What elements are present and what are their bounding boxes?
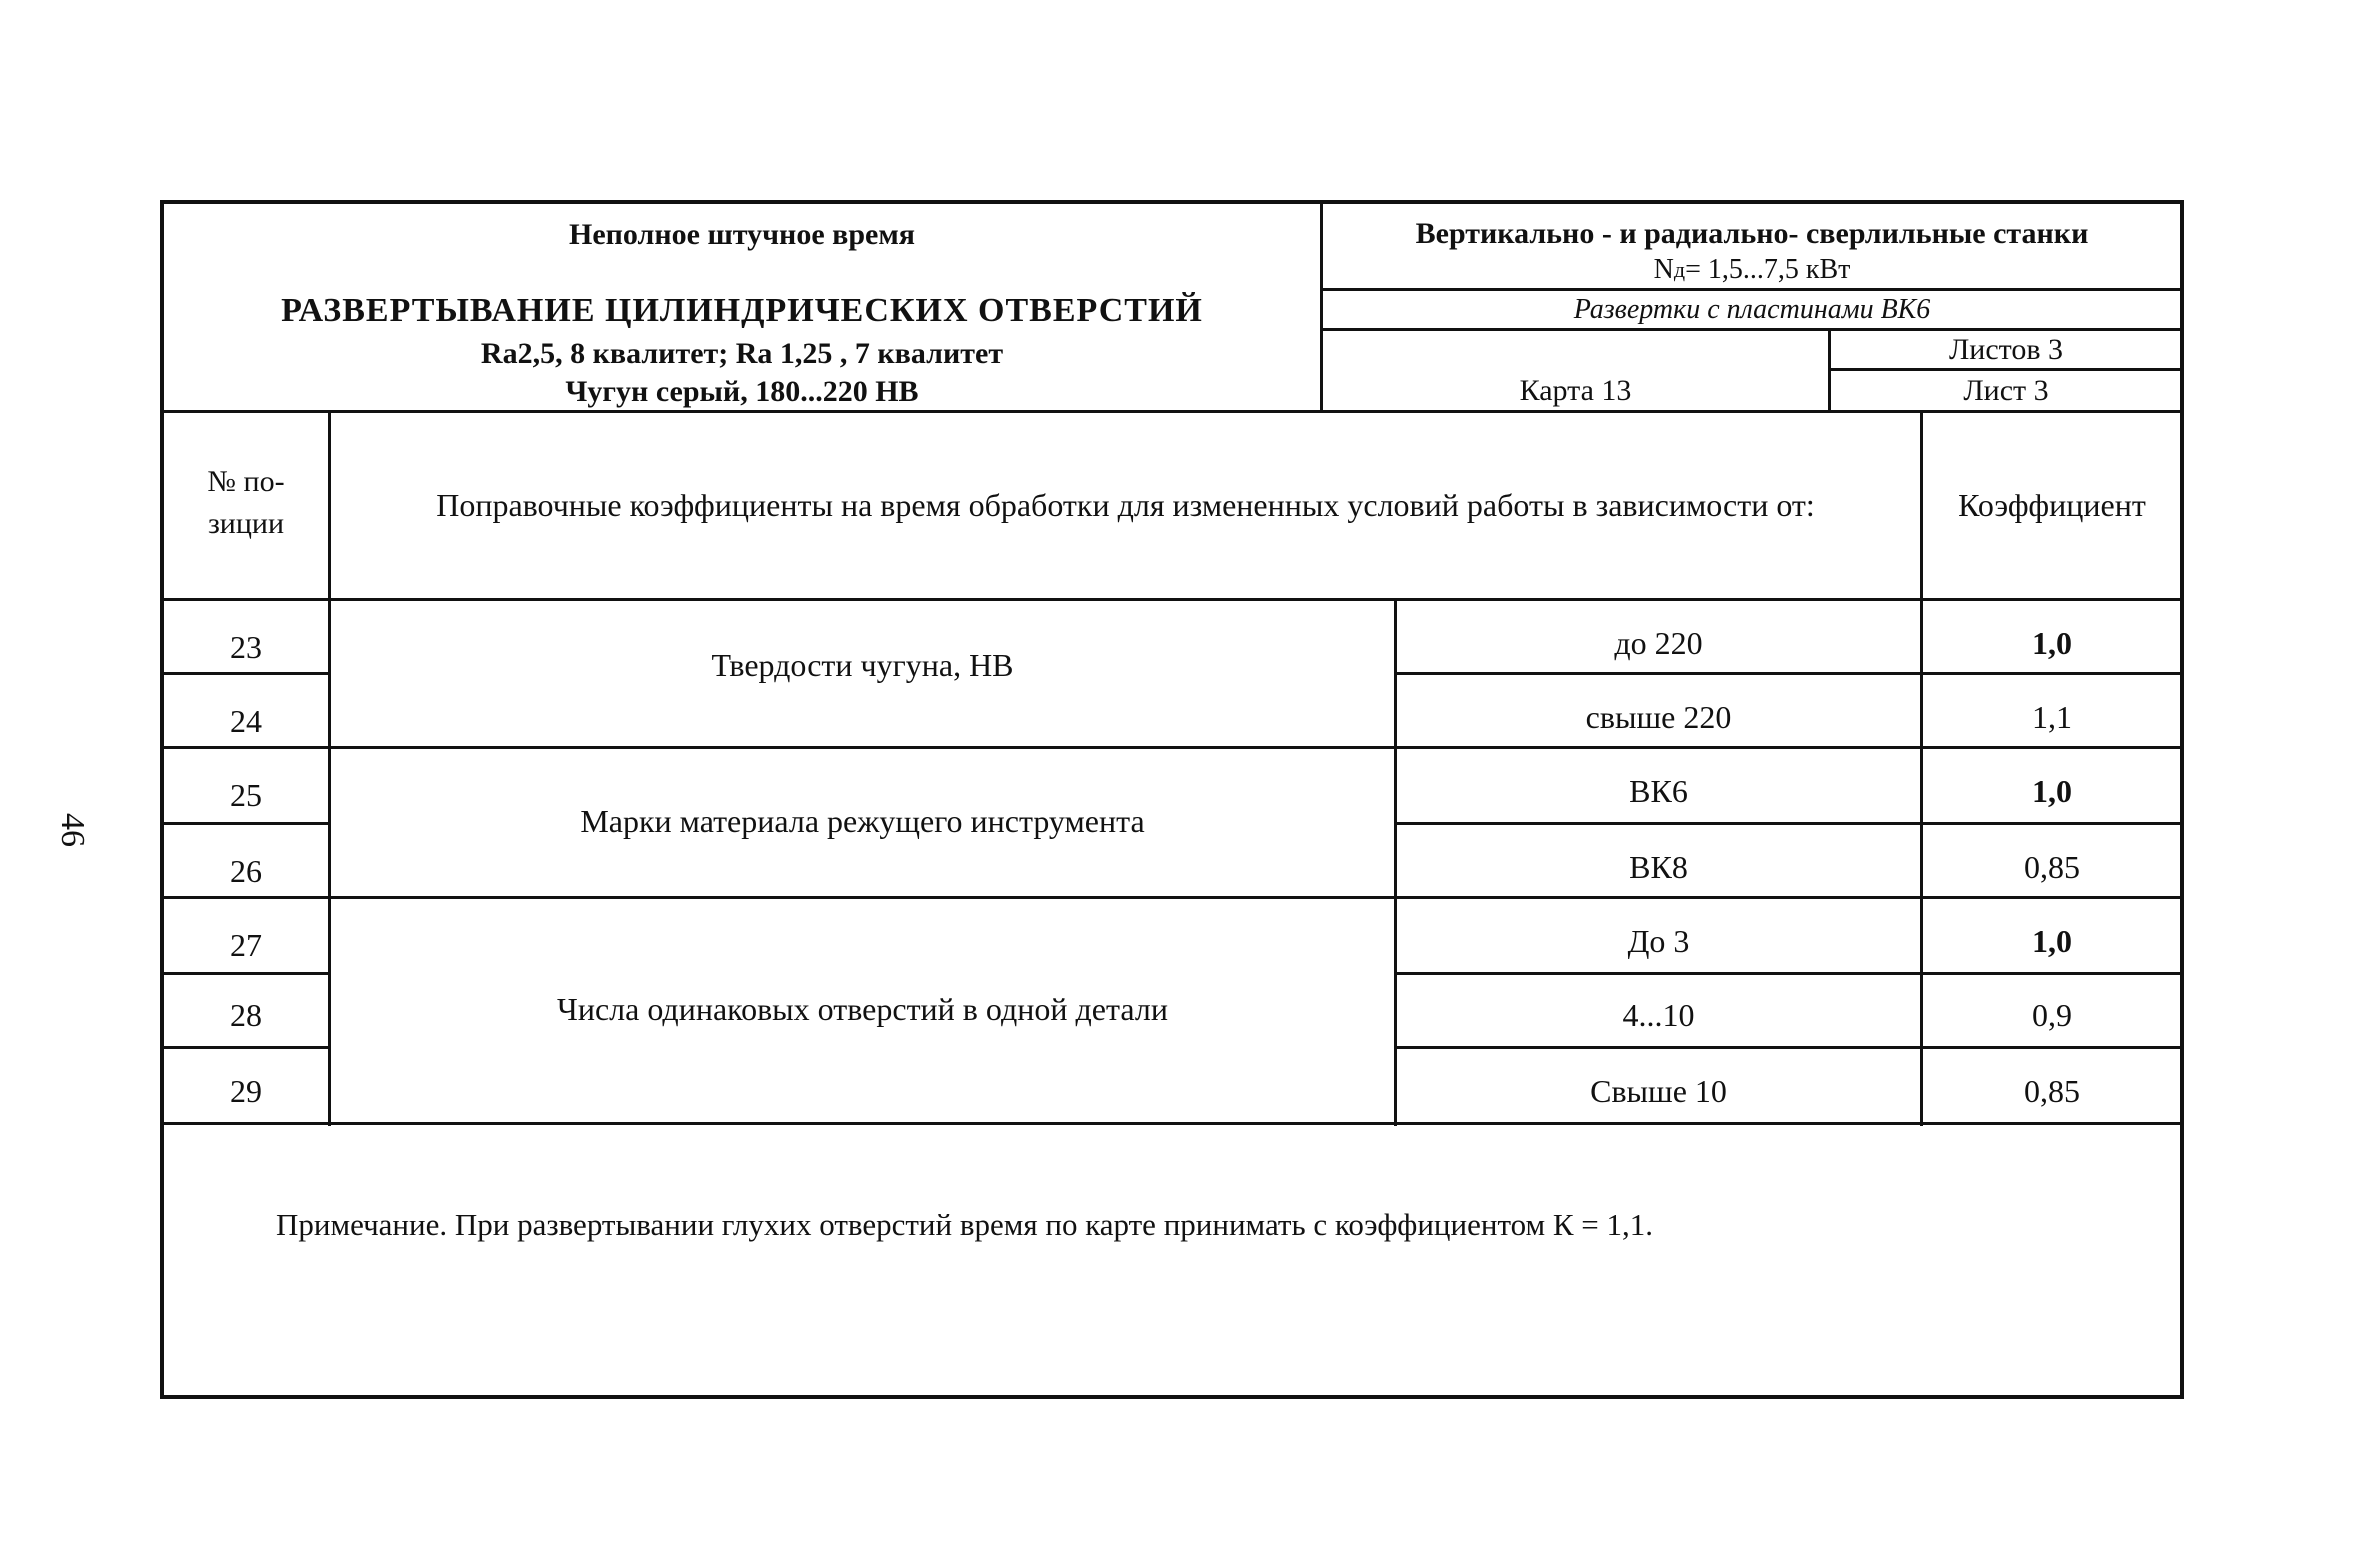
row-pos: 26 <box>230 852 262 889</box>
group-label-hardness: Твердости чугуна, НВ <box>711 646 1014 683</box>
row-pos: 28 <box>230 996 262 1033</box>
rule <box>160 1122 2184 1125</box>
header-power <box>1323 252 2181 288</box>
row-condition: ВК6 <box>1629 772 1688 809</box>
rule <box>160 746 2184 749</box>
header-card: Карта 13 <box>1519 374 1632 407</box>
row-pos: 27 <box>230 926 262 963</box>
row-coefficient: 0,9 <box>2032 996 2072 1033</box>
row-coefficient: 1,0 <box>2032 772 2072 809</box>
header-line3: Чугун серый, 180...220 НВ <box>565 375 919 408</box>
row-pos: 25 <box>230 776 262 813</box>
group-label-hole-count: Числа одинаковых отверстий в одной детали <box>557 990 1168 1027</box>
row-coefficient: 1,0 <box>2032 624 2072 661</box>
power-prefix: N <box>1653 254 1674 285</box>
rule <box>160 896 2184 899</box>
row-condition: до 220 <box>1614 624 1703 661</box>
row-condition: Свыше 10 <box>1590 1072 1727 1109</box>
row-condition: свыше 220 <box>1585 698 1732 735</box>
row-coefficient: 1,1 <box>2032 698 2072 735</box>
rule <box>160 972 330 975</box>
header-line2: Ra2,5, 8 квалитет; Ra 1,25 , 7 квалитет <box>480 337 1004 370</box>
col-pos-header-line2: зиции <box>207 507 285 540</box>
row-pos: 29 <box>230 1072 262 1109</box>
col-desc-header: Поправочные коэффициенты на время обработки для измененных условий работы в зависимости от: <box>436 486 1815 523</box>
rule <box>160 1046 330 1049</box>
rule <box>1394 822 2184 825</box>
row-condition: ВК8 <box>1629 848 1688 885</box>
rule <box>1394 972 2184 975</box>
row-coefficient: 1,0 <box>2032 922 2072 959</box>
header-title: РАЗВЕРТЫВАНИЕ ЦИЛИНДРИЧЕСКИХ ОТВЕРСТИЙ <box>281 292 1203 329</box>
note-text: Примечание. При развертывании глухих отверстий время по карте принимать с коэффициентом К = 1,1. <box>276 1207 1654 1242</box>
row-condition: До 3 <box>1627 922 1690 959</box>
row-coefficient: 0,85 <box>2024 848 2080 885</box>
row-coefficient: 0,85 <box>2024 1072 2080 1109</box>
header-sheets-total: Листов 3 <box>1948 332 2064 366</box>
header-subtitle: Неполное штучное время <box>568 218 916 251</box>
rule <box>1394 1046 2184 1049</box>
header-machines: Вертикально - и радиально- сверлильные станки <box>1415 217 2089 250</box>
row-pos: 23 <box>230 628 262 665</box>
rule <box>160 672 330 675</box>
rule <box>160 598 2184 601</box>
col-coef-header: Коэффициент <box>1958 486 2146 523</box>
page-number: 46 <box>54 813 91 847</box>
rule <box>160 822 330 825</box>
header-tool: Развертки с пластинами ВК6 <box>1573 293 1931 325</box>
rule <box>1394 672 2184 675</box>
group-label-tool-material: Марки материала режущего инструмента <box>580 802 1145 839</box>
header-sheet: Лист 3 <box>1963 374 2049 407</box>
row-condition: 4...10 <box>1622 996 1695 1033</box>
power-value: = 1,5...7,5 кВт <box>1685 254 1851 285</box>
power-sub: д <box>1673 257 1686 282</box>
col-pos-header-line1: № по- <box>207 465 285 498</box>
row-pos: 24 <box>230 702 262 739</box>
